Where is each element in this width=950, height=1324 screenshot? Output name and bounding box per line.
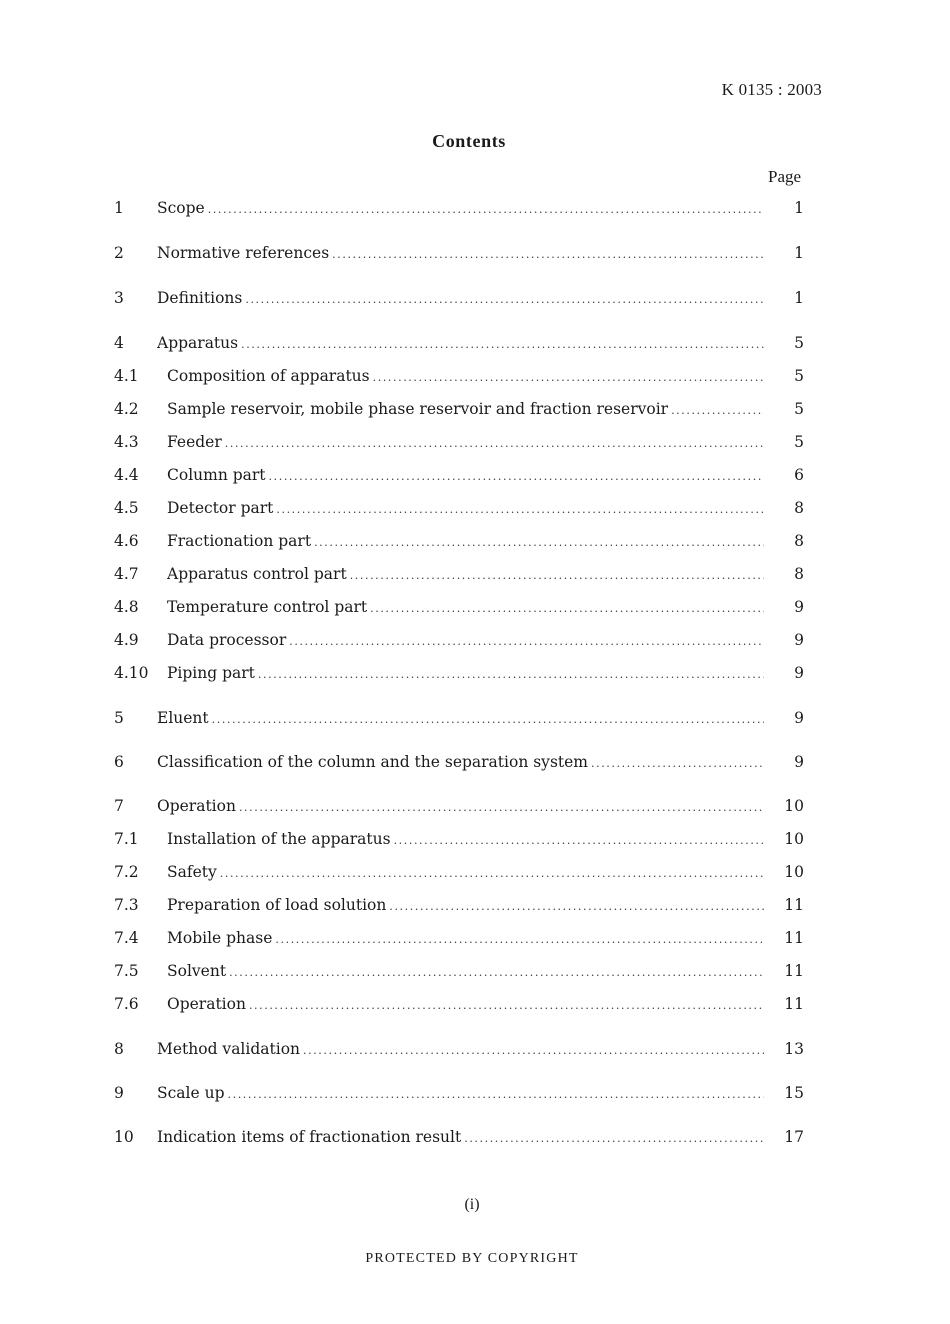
toc-entry-title: Method validation bbox=[157, 1040, 301, 1058]
toc-entry-page: 9 bbox=[794, 598, 804, 616]
toc-entry[interactable] bbox=[114, 706, 804, 730]
dot-leader bbox=[241, 333, 764, 357]
toc-entry-number: 5 bbox=[114, 709, 124, 727]
dot-leader bbox=[228, 1083, 764, 1107]
toc-entry-number: 7.3 bbox=[114, 896, 139, 914]
toc-entry-page: 10 bbox=[784, 797, 804, 815]
toc-entry-page: 5 bbox=[794, 433, 804, 451]
toc-entry-page: 5 bbox=[794, 367, 804, 385]
dot-leader bbox=[276, 498, 764, 522]
toc-entry-title: Data processor bbox=[167, 631, 287, 649]
toc-entry-number: 4.5 bbox=[114, 499, 139, 517]
toc-entry-title: Sample reservoir, mobile phase reservoir and fraction reservoir bbox=[167, 400, 669, 418]
dot-leader bbox=[269, 465, 764, 489]
toc-entry[interactable] bbox=[114, 1081, 804, 1105]
toc-entry-title: Installation of the apparatus bbox=[167, 830, 391, 848]
toc-entry-text bbox=[167, 827, 764, 853]
toc-entry-page: 13 bbox=[784, 1040, 804, 1058]
toc-entry[interactable] bbox=[114, 926, 804, 950]
toc-entry-title: Scope bbox=[157, 199, 205, 217]
toc-entry-number: 7 bbox=[114, 797, 124, 815]
copyright-notice: PROTECTED BY COPYRIGHT bbox=[365, 1251, 579, 1266]
toc-entry-title: Definitions bbox=[157, 289, 243, 307]
toc-entry[interactable] bbox=[114, 1037, 804, 1061]
dot-leader bbox=[591, 752, 764, 776]
toc-entry-number: 7.1 bbox=[114, 830, 139, 848]
toc-entry-text bbox=[157, 750, 764, 776]
toc-entry-page: 17 bbox=[784, 1128, 804, 1146]
toc-entry-text bbox=[157, 706, 764, 732]
toc-entry-page: 9 bbox=[794, 631, 804, 649]
toc-entry-page: 15 bbox=[784, 1084, 804, 1102]
toc-entry-number: 4.8 bbox=[114, 598, 139, 616]
toc-entry[interactable] bbox=[114, 595, 804, 619]
toc-entry-title: Temperature control part bbox=[167, 598, 368, 616]
toc-entry-number: 4.1 bbox=[114, 367, 139, 385]
toc-entry-title: Apparatus bbox=[157, 334, 239, 352]
dot-leader bbox=[229, 961, 764, 985]
toc-entry-page: 11 bbox=[784, 929, 804, 947]
toc-entry[interactable] bbox=[114, 827, 804, 851]
dot-leader bbox=[671, 399, 764, 423]
toc-entry-title: Apparatus control part bbox=[167, 565, 347, 583]
dot-leader bbox=[249, 994, 764, 1018]
toc-entry-page: 5 bbox=[794, 400, 804, 418]
dot-leader bbox=[464, 1127, 764, 1151]
toc-entry[interactable] bbox=[114, 397, 804, 421]
document-id: K 0135 : 2003 bbox=[721, 80, 822, 99]
dot-leader bbox=[258, 663, 764, 687]
dot-leader bbox=[245, 288, 764, 312]
toc-entry[interactable] bbox=[114, 562, 804, 586]
toc-entry-text bbox=[167, 397, 764, 423]
toc-entry-page: 1 bbox=[794, 289, 804, 307]
toc-entry-number: 3 bbox=[114, 289, 124, 307]
dot-leader bbox=[394, 829, 764, 853]
toc-entry-text bbox=[167, 463, 764, 489]
dot-leader bbox=[314, 531, 764, 555]
toc-entry-number: 4.2 bbox=[114, 400, 139, 418]
dot-leader bbox=[373, 366, 764, 390]
toc-entry-text bbox=[157, 331, 764, 357]
toc-entry-number: 9 bbox=[114, 1084, 124, 1102]
toc-entry[interactable] bbox=[114, 241, 804, 265]
page-number: (i) bbox=[464, 1196, 480, 1213]
toc-entry-page: 8 bbox=[794, 532, 804, 550]
toc-entry-text bbox=[167, 562, 764, 588]
toc-entry-text bbox=[167, 364, 764, 390]
toc-entry-text bbox=[157, 286, 764, 312]
dot-leader bbox=[370, 597, 764, 621]
toc-entry-number: 6 bbox=[114, 753, 124, 771]
toc-entry[interactable] bbox=[114, 364, 804, 388]
toc-entry[interactable] bbox=[114, 628, 804, 652]
toc-entry-number: 4.4 bbox=[114, 466, 139, 484]
toc-entry[interactable] bbox=[114, 860, 804, 884]
toc-entry-page: 11 bbox=[784, 962, 804, 980]
toc-entry-page: 9 bbox=[794, 753, 804, 771]
toc-entry[interactable] bbox=[114, 529, 804, 553]
toc-entry-number: 1 bbox=[114, 199, 124, 217]
dot-leader bbox=[389, 895, 764, 919]
toc-entry-text bbox=[167, 595, 764, 621]
toc-entry-title: Safety bbox=[167, 863, 217, 881]
toc-entry-title: Preparation of load solution bbox=[167, 896, 387, 914]
dot-leader bbox=[275, 928, 764, 952]
toc-entry-number: 4.10 bbox=[114, 664, 149, 682]
toc-entry-title: Operation bbox=[157, 797, 236, 815]
dot-leader bbox=[225, 432, 764, 456]
toc-entry-number: 4 bbox=[114, 334, 124, 352]
toc-entry-title: Indication items of fractionation result bbox=[157, 1128, 462, 1146]
toc-entry-text bbox=[167, 992, 764, 1018]
toc-entry-page: 1 bbox=[794, 199, 804, 217]
toc-entry-title: Eluent bbox=[157, 709, 209, 727]
toc-entry[interactable] bbox=[114, 750, 804, 774]
toc-entry-title: Column part bbox=[167, 466, 266, 484]
dot-leader bbox=[332, 243, 764, 267]
toc-entry-page: 9 bbox=[794, 709, 804, 727]
toc-entry-text bbox=[167, 628, 764, 654]
toc-entry-number: 8 bbox=[114, 1040, 124, 1058]
toc-entry-title: Detector part bbox=[167, 499, 274, 517]
toc-entry[interactable] bbox=[114, 463, 804, 487]
toc-entry-page: 9 bbox=[794, 664, 804, 682]
toc-entry-page: 8 bbox=[794, 565, 804, 583]
toc-entry-title: Composition of apparatus bbox=[167, 367, 370, 385]
toc-entry[interactable] bbox=[114, 430, 804, 454]
toc-entry-text bbox=[167, 926, 764, 952]
toc-entry-number: 4.9 bbox=[114, 631, 139, 649]
toc-entry-page: 10 bbox=[784, 863, 804, 881]
toc-entry-text bbox=[167, 661, 764, 687]
toc-entry-text bbox=[167, 959, 764, 985]
toc-entry-text bbox=[167, 529, 764, 555]
toc-entry-text bbox=[157, 794, 764, 820]
dot-leader bbox=[303, 1039, 764, 1063]
toc-entry-text bbox=[167, 430, 764, 456]
toc-entry-page: 5 bbox=[794, 334, 804, 352]
toc-entry-number: 4.7 bbox=[114, 565, 139, 583]
toc-entry-page: 8 bbox=[794, 499, 804, 517]
toc-entry-title: Mobile phase bbox=[167, 929, 273, 947]
toc-entry[interactable] bbox=[114, 196, 804, 220]
toc-entry-title: Piping part bbox=[167, 664, 255, 682]
toc-entry-number: 7.5 bbox=[114, 962, 139, 980]
toc-entry[interactable] bbox=[114, 794, 804, 818]
page-column-heading: Page bbox=[768, 167, 802, 186]
toc-entry-title: Normative references bbox=[157, 244, 330, 262]
dot-leader bbox=[350, 564, 764, 588]
dot-leader bbox=[239, 796, 764, 820]
toc-entry[interactable] bbox=[114, 661, 804, 685]
toc-entry-page: 6 bbox=[794, 466, 804, 484]
toc-entry-title: Feeder bbox=[167, 433, 222, 451]
toc-entry[interactable] bbox=[114, 1125, 804, 1149]
toc-entry-text bbox=[157, 1081, 764, 1107]
toc-entry[interactable] bbox=[114, 893, 804, 917]
toc-entry-title: Operation bbox=[167, 995, 246, 1013]
toc-entry[interactable] bbox=[114, 959, 804, 983]
toc-entry-text bbox=[167, 860, 764, 886]
toc-entry-title: Scale up bbox=[157, 1084, 225, 1102]
dot-leader bbox=[289, 630, 764, 654]
toc-entry-number: 4.3 bbox=[114, 433, 139, 451]
toc-entry-number: 10 bbox=[114, 1128, 134, 1146]
toc-entry[interactable] bbox=[114, 286, 804, 310]
toc-entry-title: Classification of the column and the separation system bbox=[157, 753, 588, 771]
toc-entry-page: 11 bbox=[784, 896, 804, 914]
toc-entry-number: 7.6 bbox=[114, 995, 139, 1013]
toc-entry[interactable] bbox=[114, 992, 804, 1016]
toc-entry-number: 7.4 bbox=[114, 929, 139, 947]
toc-entry-text bbox=[157, 1125, 764, 1151]
dot-leader bbox=[220, 862, 764, 886]
toc-entry-text bbox=[157, 1037, 764, 1063]
dot-leader bbox=[208, 198, 764, 222]
toc-entry-text bbox=[167, 893, 764, 919]
toc-entry[interactable] bbox=[114, 331, 804, 355]
toc-entry-page: 11 bbox=[784, 995, 804, 1013]
toc-entry-title: Fractionation part bbox=[167, 532, 312, 550]
toc-entry-page: 10 bbox=[784, 830, 804, 848]
toc-entry-page: 1 bbox=[794, 244, 804, 262]
toc-entry-number: 7.2 bbox=[114, 863, 139, 881]
toc-entry-title: Solvent bbox=[167, 962, 227, 980]
toc-entry-number: 4.6 bbox=[114, 532, 139, 550]
toc-entry[interactable] bbox=[114, 496, 804, 520]
toc-entry-text bbox=[157, 241, 764, 267]
toc-entry-text bbox=[167, 496, 764, 522]
page-title: Contents bbox=[432, 131, 506, 151]
toc-entry-number: 2 bbox=[114, 244, 124, 262]
toc-entry-text bbox=[157, 196, 764, 222]
dot-leader bbox=[212, 708, 764, 732]
